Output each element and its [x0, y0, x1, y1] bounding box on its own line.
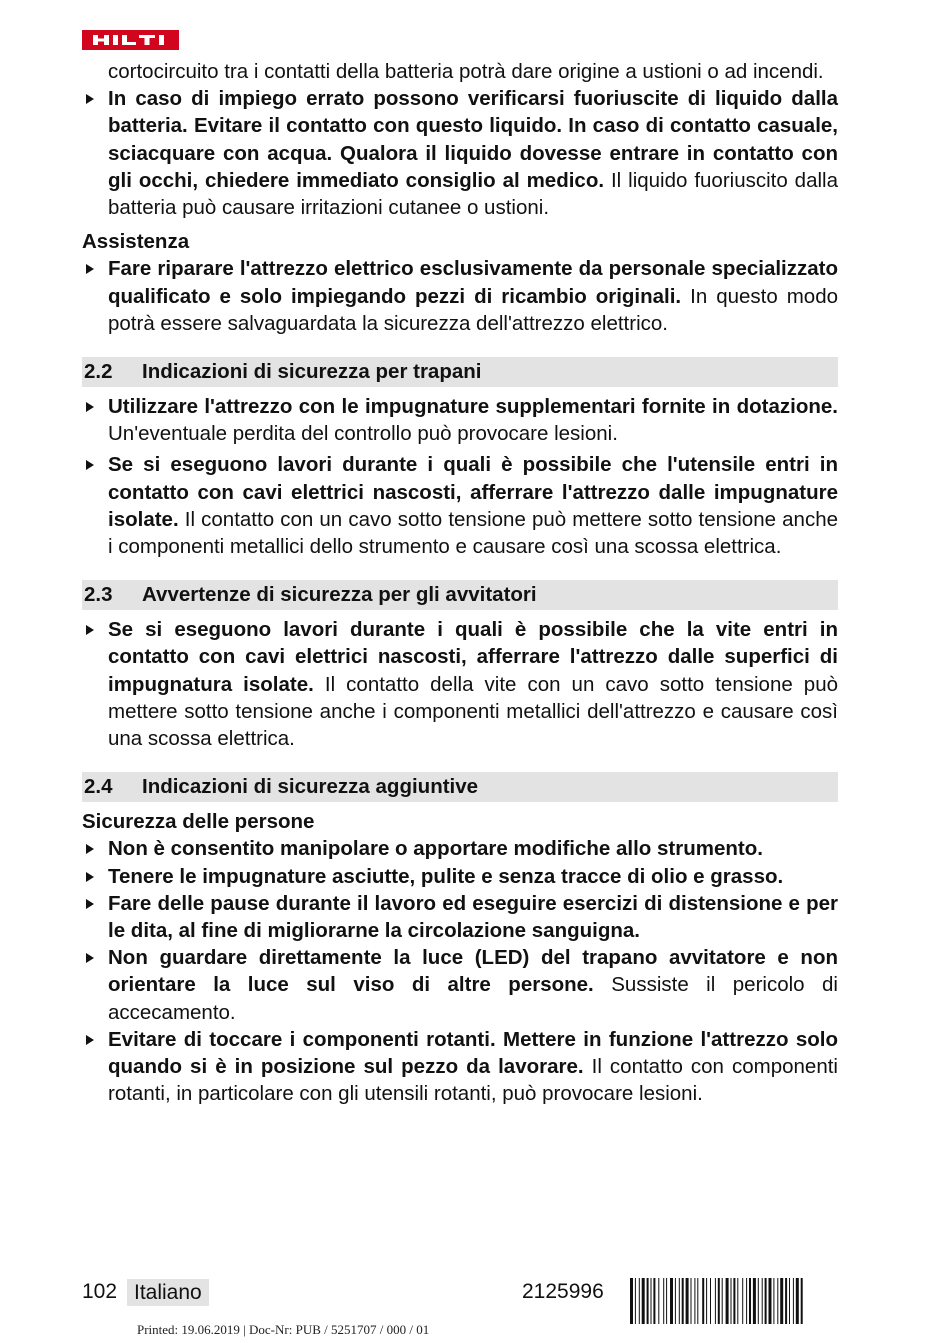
- assistenza-heading: Assistenza: [82, 230, 190, 254]
- page-content: [82, 58, 838, 1108]
- list-item: [82, 393, 838, 447]
- list-item: [82, 944, 838, 1026]
- bullet-arrow-icon: [86, 953, 94, 963]
- bullet-bold-text: Utilizzare l'attrezzo con le impugnature supplementari fornite in dotazione.: [108, 395, 838, 419]
- bullet-normal-text: Il contatto con un cavo sotto tensione può mettere sotto tensione anche i componenti metallici dello strumento e causare così una scossa elettrica.: [108, 507, 838, 559]
- bullet-normal-text: Il contatto con componenti rotanti, in particolare con gli utensili rotanti, può provocare lesioni.: [108, 1055, 838, 1106]
- sicurezza-persone-heading: Sicurezza delle persone: [82, 810, 315, 834]
- bullet-arrow-icon: [86, 264, 94, 274]
- battery-leak-bullet: [82, 85, 838, 221]
- list-item: [82, 616, 838, 752]
- bullet-normal-text: Un'eventuale perdita del controllo può provocare lesioni.: [108, 422, 618, 446]
- bullet-arrow-icon: [86, 625, 94, 635]
- section-title: Indicazioni di sicurezza per trapani: [142, 360, 482, 384]
- hilti-logo: [82, 30, 179, 50]
- bullet-bold-text: Non è consentito manipolare o apportare modifiche allo strumento.: [108, 837, 763, 861]
- bullet-arrow-icon: [86, 402, 94, 412]
- list-item: [82, 1026, 838, 1108]
- section-number: 2.4: [84, 775, 113, 799]
- page-number: 102: [82, 1280, 118, 1303]
- bullet-bold-text: In caso di impiego errato possono verificarsi fuoriuscite di liquido dalla batteria. Evitare il contatto con questo liquido. In caso di contatto casuale, sciacquare con acqua. Qualora il liquido dovesse entrare in contatto con gli occhi, chiedere immediato consiglio al medico.: [108, 87, 838, 192]
- section-title: Avvertenze di sicurezza per gli avvitatori: [142, 583, 537, 607]
- bullet-bold-text: Fare delle pause durante il lavoro ed eseguire esercizi di distensione e per le dita, al fine di migliorarne la circolazione sanguigna.: [108, 891, 838, 943]
- bullet-bold-text: Non guardare direttamente la luce (LED) del trapano avvitatore e non orientare la luce sul viso di altre persone.: [108, 946, 838, 997]
- printed-info: Printed: 19.06.2019 | Doc-Nr: PUB / 5251707 / 000 / 01: [137, 1322, 430, 1337]
- language-badge: Italiano: [127, 1279, 209, 1306]
- section-2-3-heading: [82, 580, 838, 610]
- section-2-2-heading: [82, 357, 838, 387]
- bullet-normal-text: Sussiste il pericolo di accecamento.: [108, 973, 838, 1024]
- bullet-normal-text: Il liquido fuoriuscito dalla batteria può causare irritazioni cutanee o ustioni.: [108, 168, 838, 220]
- list-item: [82, 835, 838, 862]
- section-title: Indicazioni di sicurezza aggiuntive: [142, 775, 479, 799]
- section-2-4-heading: [82, 772, 838, 802]
- bullet-arrow-icon: [86, 899, 94, 909]
- section-number: 2.3: [84, 583, 113, 607]
- barcode-icon: [630, 1278, 836, 1324]
- bullet-bold-text: Evitare di toccare i componenti rotanti. Mettere in funzione l'attrezzo solo quando si è in posizione sul pezzo da lavorare.: [108, 1027, 838, 1079]
- bullet-bold-text: Fare riparare l'attrezzo elettrico esclusivamente da personale specializzato qualificato e solo impiegando pezzi di ricambio originali.: [108, 257, 838, 308]
- list-item: [82, 451, 838, 560]
- bullet-arrow-icon: [86, 460, 94, 470]
- bullet-bold-text: Tenere le impugnature asciutte, pulite e senza tracce di olio e grasso.: [108, 864, 784, 888]
- bullet-arrow-icon: [86, 1035, 94, 1045]
- hilti-logo-mark: [82, 30, 179, 50]
- bullet-arrow-icon: [86, 872, 94, 882]
- bullet-bold-text: Se si eseguono lavori durante i quali è possibile che la vite entri in contatto con cavi elettrici nascosti, afferrare l'attrezzo dalle superfici di impugnatura isolate.: [108, 618, 838, 696]
- bullet-arrow-icon: [86, 844, 94, 854]
- intro-continuation: cortocircuito tra i contatti della batteria potrà dare origine a ustioni o ad incendi.: [108, 60, 824, 83]
- list-item: [82, 863, 838, 890]
- bullet-normal-text: In questo modo potrà essere salvaguardata la sicurezza dell'attrezzo elettrico.: [108, 284, 838, 335]
- section-number: 2.2: [84, 360, 113, 384]
- bullet-normal-text: Il contatto della vite con un cavo sotto tensione può mettere sotto tensione anche i componenti metallici dell'attrezzo e causare così una scossa elettrica.: [108, 672, 838, 751]
- bullet-bold-text: Se si eseguono lavori durante i quali è possibile che l'utensile entri in contatto con cavi elettrici nascosti, afferrare l'attrezzo dalle impugnature isolate.: [108, 453, 838, 531]
- assistenza-bullet: [82, 255, 838, 337]
- bullet-arrow-icon: [86, 94, 94, 104]
- list-item: [82, 890, 838, 944]
- document-number: 2125996: [522, 1280, 604, 1303]
